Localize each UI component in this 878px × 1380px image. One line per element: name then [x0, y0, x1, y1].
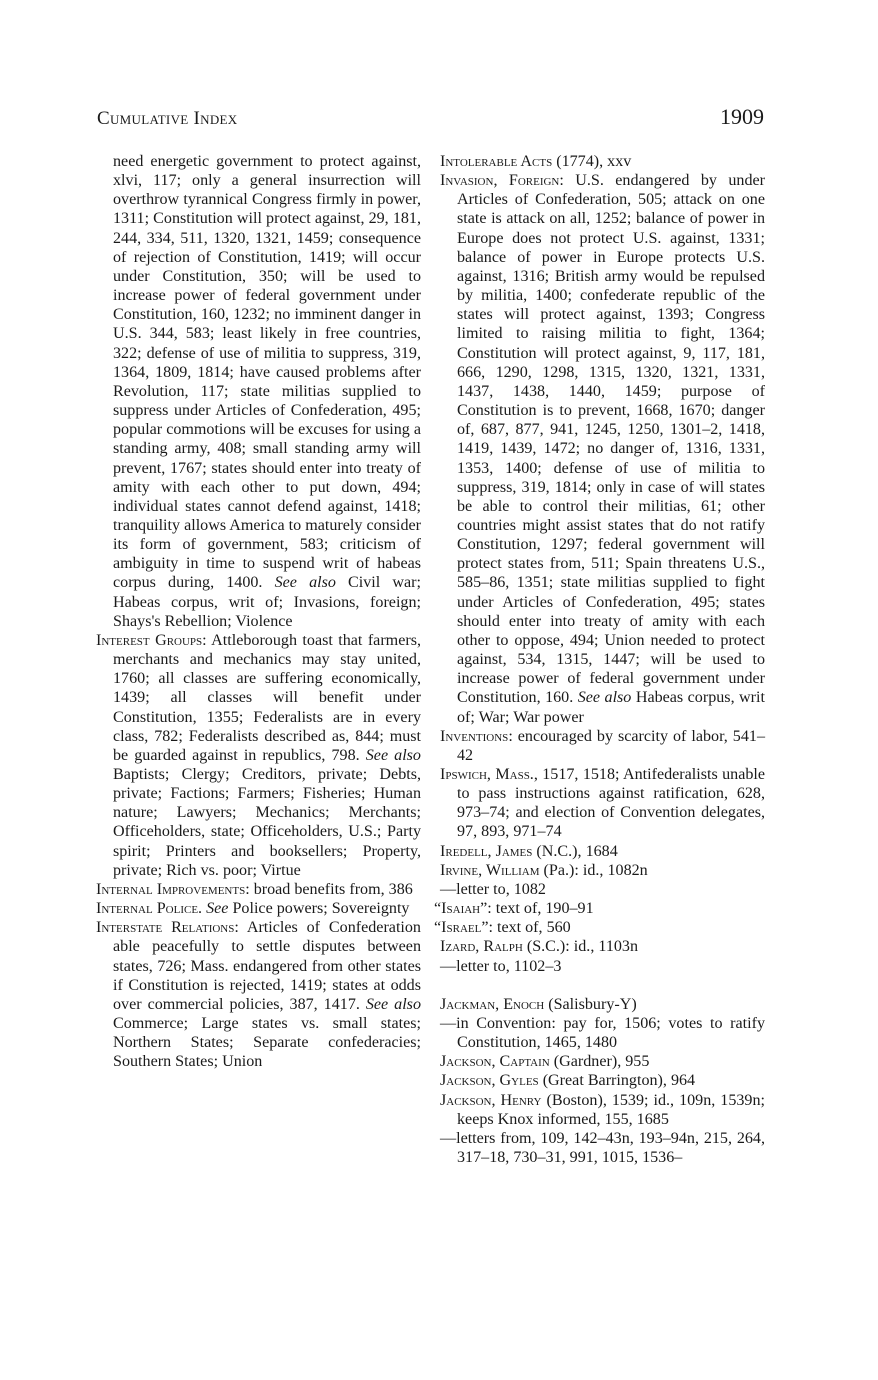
entry-text: (Pa.): id., 1082n [539, 861, 648, 879]
entry-text: : Attleborough toast that farmers, merchants and mechanics may stay united, 1760; all classes are suffering economically, 1439; all classes will benefit under Constitution, 1355; Federalists are in every class, 782; Federalists described as, 844; must be guarded against in republics, 798. [113, 631, 421, 764]
see-also-text: Habeas corpus, writ of; War; War power [457, 689, 765, 726]
entry-text: (1774), xxv [552, 153, 632, 170]
entry-text: : broad benefits from, 386 [245, 880, 413, 898]
entry-headword: Ipswich, Mass. [440, 766, 534, 783]
entry-jackson-captain [440, 1052, 765, 1071]
see-also-text: Commerce; Large states vs. small states; Northern States; Separate confederacies; Southern States; Union [113, 1015, 421, 1071]
entry-headword: Invasion, Foreign [440, 172, 560, 190]
see-also-label: See also [365, 746, 421, 764]
entry-jackson-henry-sub: —letters from, 109, 142–43n, 193–94n, 215, 264, 317–18, 730–31, 991, 1015, 1536– [440, 1129, 765, 1166]
entry-headword: Internal Improvements [96, 880, 246, 898]
entry-text: (N.C.), 1684 [532, 842, 618, 860]
entry-text: : U.S. endangered by under Articles of Confederation, 505; attack on one state is attack on all, 1252; balance of power in Europe does not protect U.S. against, 1331; balance of power in Europe protects U.S. against, 1316; British army would be repulsed by militia, 1400; confederate republic of the states will protect against, 1393; Congress limited to raising militia to fight, 1364; Constitution will protect against, 9, 117, 181, 666, 1290, 1298, 1315, 1320, 1321, 1331, 1437, 1438, 1440, 1459; purpose of Constitution is to prevent, 1668, 1670; danger of, 687, 877, 941, 1245, 1250, 1301–2, 1418, 1419, 1439, 1472; no danger of, 1316, 1331, 1353, 1400; defense of use of militia to suppress, 319, 1814; only in case of will states be able to control their militias, 61; other countries might assist states that do not ratify Constitution, 1297; federal government will protect states from, 511; Spain threatens U.S., 585–86, 1351; state militias supplied to fight under Articles of Confederation, 495; states should enter into treaty of amity with each other to oppose, 494; Union needed to protect against, 534, 1315, 1447; will be used to increase power of federal government under Constitution, 160. [457, 172, 765, 707]
left-column [96, 152, 421, 1072]
entry-text: : text of, 560 [488, 919, 571, 937]
entry-intolerable-acts [440, 152, 765, 171]
entry-text: need energetic government to protect against, xlvi, 117; only a general insurrection will overthrow tyrannical Congress firmly in power, 1311; Constitution will protect against, 29, 181, 244, 334, 511, 1320, 1321, 1459; consequence of rejection of Constitution, 1419; will occur under Constitution, 350; will be used to increase power of federal government under Constitution, 160, 1232; no imminent danger in U.S. 344, 583; least likely in free countries, 322; defense of use of militia to suppress, 319, 1364, 1809, 1814; have caused problems after Revolution, 117; state militias supplied to suppress under Articles of Confederation, 495; popular commotions will be excuses for using a standing army, 408; small standing army will prevent, 1767; states should enter into treaty of amity with each other to put down, 494; individual states cannot defend against, 1418; tranquility allows America to maturely consider its form of government, 583; criticism of ambiguity in time to suspend writ of habeas corpus during, 1400. [113, 153, 421, 592]
see-label: See [206, 900, 229, 918]
entry-text: : Articles of Confederation able peacefully to settle disputes between states, 726; Mass. endangered from other states if Constitution is rejected, 1419; states at odds over commercial policies, 387, 1417. [113, 919, 421, 1013]
entry-headword: “Israel” [434, 919, 489, 937]
see-also-label: See also [577, 689, 632, 707]
entry-ipswich [440, 765, 765, 842]
entry-headword: Jackman, Enoch [440, 995, 545, 1013]
entry-text: Police powers; Sovereignty [232, 900, 410, 918]
entry-headword: Irvine, William [440, 861, 540, 879]
entry-headword: Jackson, Captain [440, 1053, 550, 1071]
entry-interstate-relations [96, 918, 421, 1071]
entry-jackson-henry [440, 1091, 765, 1129]
entry-irvine [440, 861, 765, 880]
entry-headword: Iredell, James [440, 842, 533, 860]
see-also-label: See also [365, 995, 421, 1013]
running-head-title: Cumulative Index [97, 108, 238, 129]
entry-headword: Izard, Ralph [440, 938, 523, 956]
entry-jackman-sub: —in Convention: pay for, 1506; votes to ratify Constitution, 1465, 1480 [440, 1014, 765, 1052]
see-also-text: Civil war; Habeas corpus, writ of; Invasions, foreign; Shays's Rebellion; Violence [113, 574, 421, 630]
entry-headword: Intolerable Acts [440, 153, 553, 170]
entry-text: : text of, 190–91 [487, 900, 594, 918]
entry-headword: “Isaiah” [434, 900, 488, 918]
running-head [97, 104, 764, 130]
entry-internal-police [96, 899, 421, 918]
entry-izard [440, 937, 765, 956]
page-number: 1909 [720, 104, 764, 129]
see-also-label: See also [274, 574, 336, 592]
entry-text: , 1517, 1518; Antifederalists unable to pass instructions against ratification, 628, 973–74; and election of Convention delegates, 97, 893, 971–74 [457, 766, 766, 841]
see-also-text: Baptists; Clergy; Creditors, private; Debts, private; Factions; Farmers; Fisheries; Human nature; Lawyers; Mechanics; Merchants; Officeholders, state; Officeholders, U.S.; Party spirit; Printers and booksellers; Property, private; Rich vs. poor; Virtue [113, 766, 421, 879]
entry-text: (Great Barrington), 964 [538, 1072, 696, 1090]
entry-interest-groups [96, 631, 421, 880]
entry-irvine-sub: —letter to, 1082 [440, 880, 546, 898]
entry-iredell [440, 842, 765, 861]
entry-headword: Jackson, Gyles [440, 1072, 539, 1090]
right-column [434, 152, 766, 1167]
entry-jackman [440, 995, 765, 1014]
letter-group-separator [440, 976, 765, 995]
entry-text: (Boston), 1539; id., 109n, 1539n; keeps Knox informed, 155, 1685 [457, 1091, 765, 1128]
entry-izard-sub: —letter to, 1102–3 [440, 957, 562, 975]
entry-headword: Internal Police. [96, 900, 203, 918]
entry-text: (Salisbury-Y) [544, 995, 637, 1013]
entry-invasion-foreign [440, 171, 765, 727]
entry-text: (S.C.): id., 1103n [522, 938, 639, 956]
entry-insurrection-continued [96, 152, 421, 631]
entry-text: (Gardner), 955 [549, 1053, 650, 1071]
entry-jackson-gyles [440, 1071, 765, 1090]
entry-headword: Interest Groups [96, 631, 203, 649]
entry-isaiah [434, 899, 765, 918]
entry-headword: Interstate Relations [96, 919, 235, 937]
entry-inventions [440, 727, 765, 765]
entry-israel [434, 918, 765, 937]
entry-internal-improvements [96, 880, 421, 899]
entry-headword: Inventions [440, 727, 509, 745]
entry-text: : encouraged by scarcity of labor, 541–42 [457, 727, 765, 764]
entry-headword: Jackson, Henry [440, 1091, 542, 1109]
